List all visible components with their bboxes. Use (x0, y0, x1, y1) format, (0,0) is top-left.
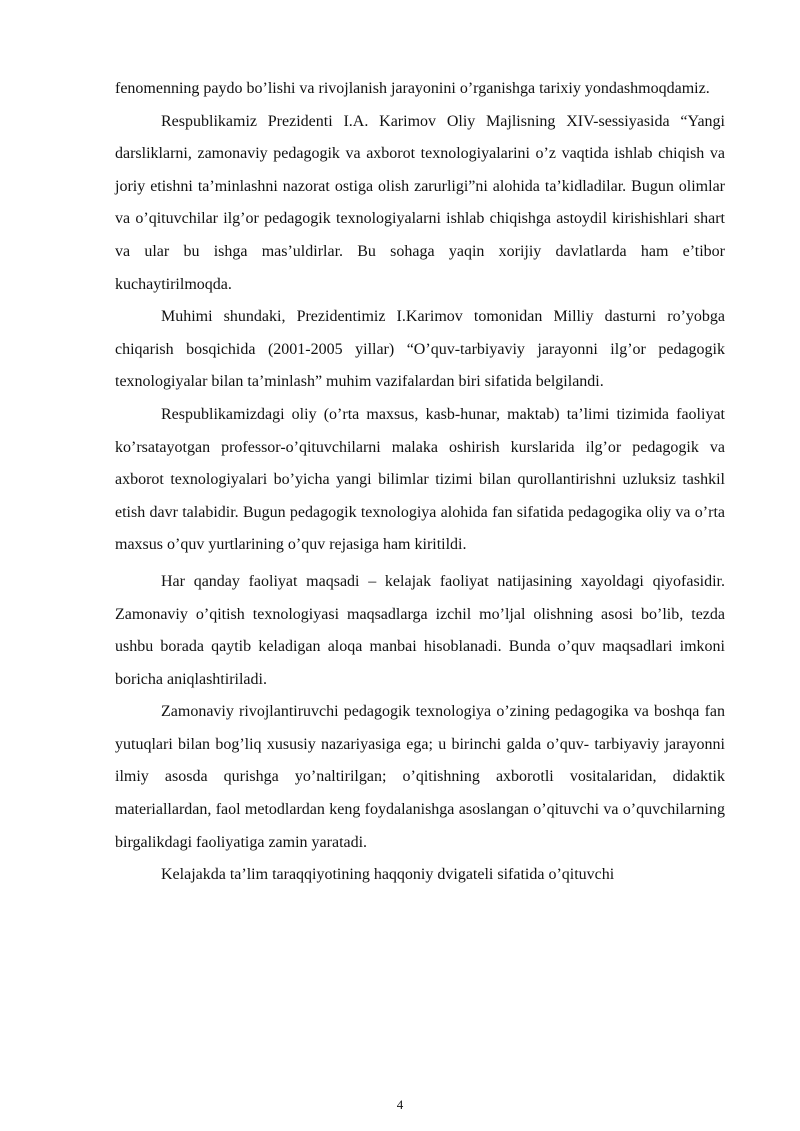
paragraph-teacher-training: Respublikamizdagi oliy (o’rta maxsus, kasb-hunar, maktab) ta’limi tizimida faoliyat ko’rsatayotgan professor-o’qituvchilarni malaka oshirish kurslarida ilg’or pedagogik va axborot texnologiyalari bo’yicha yangi bilimlar tizimi bilan qurollantirishni uzluksiz tashkil etish davr talabidir. Bugun pedagogik texnologiya alohida fan sifatida pedagogika oliy va o’rta maxsus o’quv yurtlarining o’quv rejasiga ham kiritildi. (115, 405, 725, 554)
page-body (115, 73, 725, 892)
paragraph-future-education: Kelajakda ta’lim taraqqiyotining haqqoniy dvigateli sifatida o’qituvchi (161, 866, 615, 884)
paragraph-activity-goal: Har qanday faoliyat maqsadi – kelajak faoliyat natijasining xayoldagi qiyofasidir. Zamonaviy o’qitish texnologiyasi maqsadlarga izchil mo’ljal olishning asosi bo’lib, tezda ushbu borada qaytib keladigan aloqa manbai hisoblanadi. Bunda o’quv maqsadlari imkoni boricha aniqlashtiriladi. (115, 572, 725, 688)
page-number: 4 (396, 1097, 404, 1112)
paragraph-modern-technology: Zamonaviy rivojlantiruvchi pedagogik texnologiya o’zining pedagogika va boshqa fan yutuqlari bilan bog’liq xususiy nazariyasiga ega; u birinchi galda o’quv- tarbiyaviy jarayonni ilmiy asosda qurishga yo’naltirilgan; o’qitishning axborotli vositalaridan, didaktik materiallardan, faol metodlardan keng foydalanishga asoslangan o’qituvchi va o’quvchilarning birgalikdagi faoliyatiga zamin yaratadi. (115, 703, 725, 851)
paragraph-president-session: Respublikamiz Prezidenti I.A. Karimov Oliy Majlisning XIV-sessiyasida “Yangi darsliklarni, zamonaviy pedagogik va axborot texnologiyalarini o’z vaqtida ishlab chiqish va joriy etishni ta’minlashni nazorat ostiga olish zarurligi”ni alohida ta’kidladilar. Bugun olimlar va o’qituvchilar ilg’or pedagogik texnologiyalarni ishlab chiqishga astoydil kirishishlari shart va ular bu ishga mas’uldirlar. Bu sohaga yaqin xorijiy davlatlarda ham e’tibor kuchaytirilmoqda. (115, 112, 725, 293)
paragraph-national-program: Muhimi shundaki, Prezidentimiz I.Karimov tomonidan Milliy dasturni ro’yobga chiqarish bosqichida (2001-2005 yillar) “O’quv-tarbiyaviy jarayonni ilg’or pedagogik texnologiyalar bilan ta’minlash” muhim vazifalardan biri sifatida belgilandi. (115, 308, 725, 391)
paragraph-continuation: fenomenning paydo bo’lishi va rivojlanish jarayonini o’rganishga tarixiy yondashmoqdamiz. (115, 80, 710, 97)
